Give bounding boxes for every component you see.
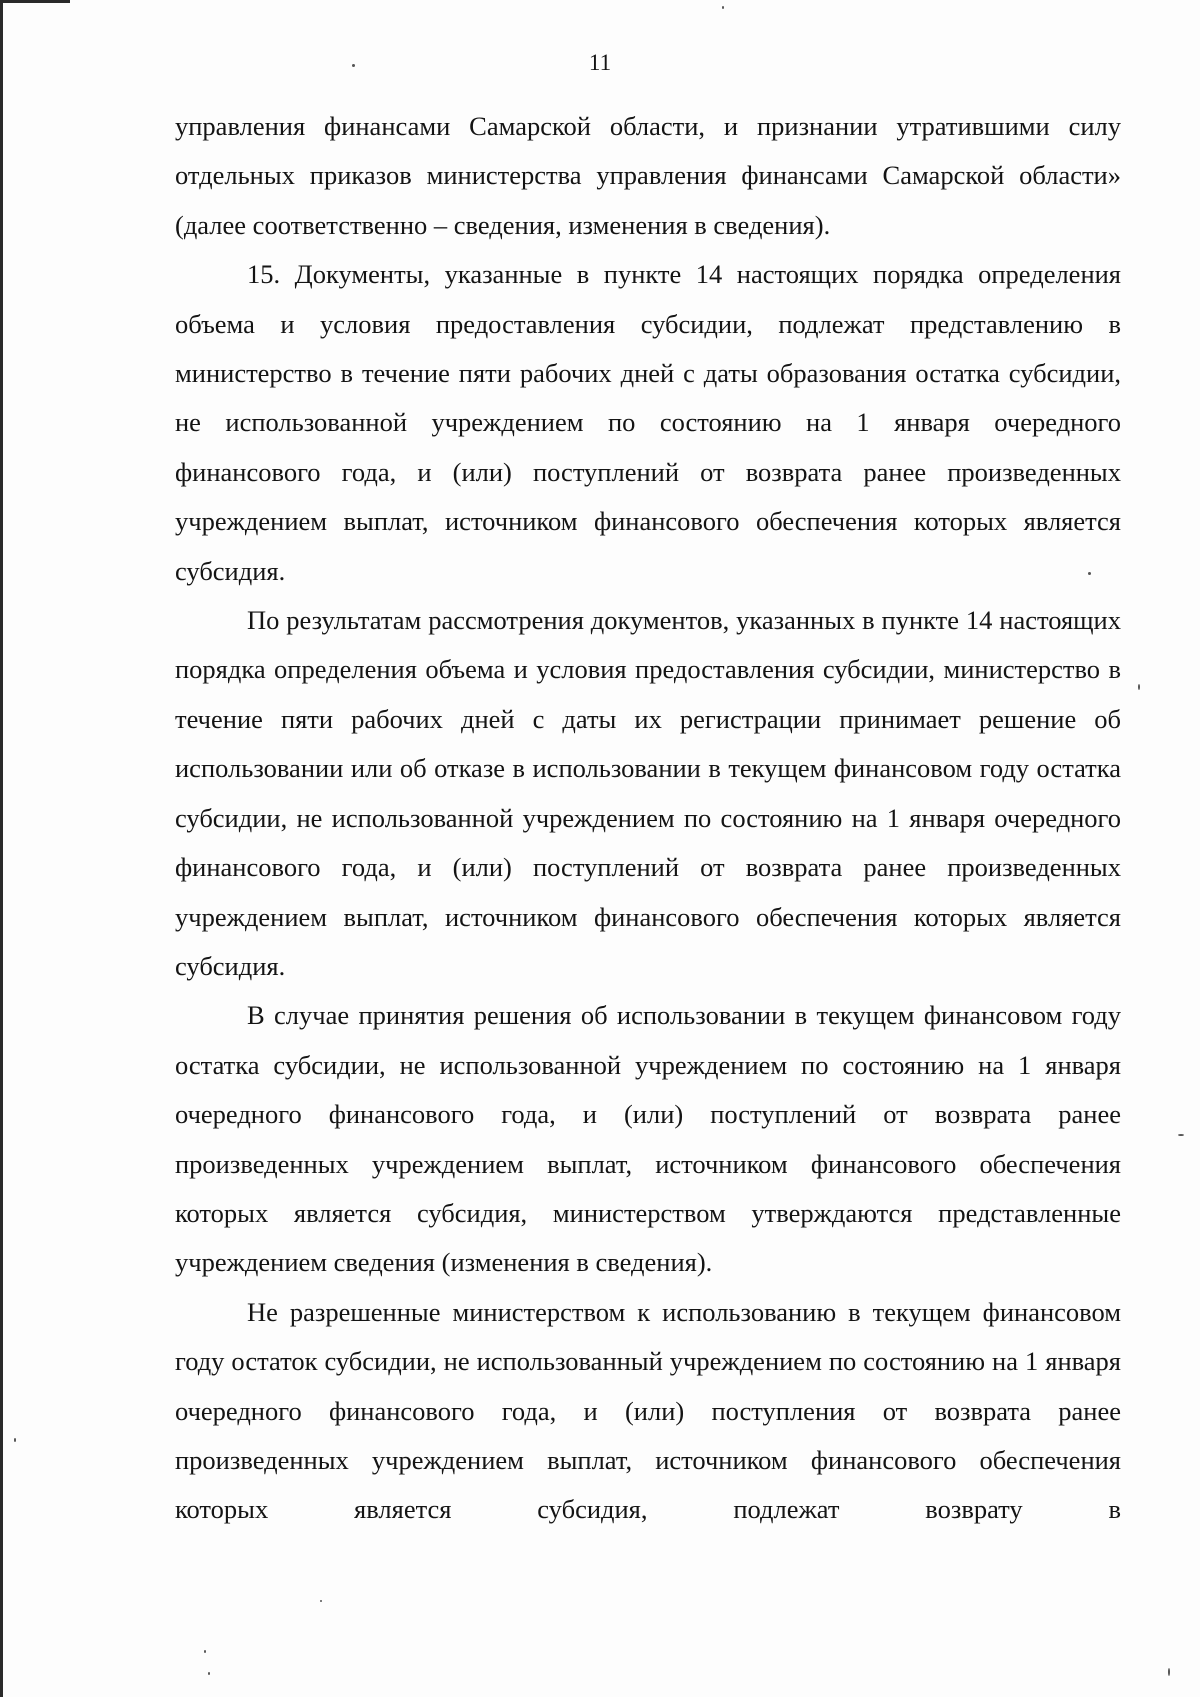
paragraph-not-permitted: Не разрешенные министерством к использованию в текущем финансовом году остаток субсидии, не использованный учреждением по состоянию на 1 января очередного финансового года, и (или) поступления от возврата ранее произведенных учреждением выплат, источником финансового обеспечения которых является субсидия, подлежат возврату в	[175, 1296, 1121, 1525]
scan-speck	[1088, 572, 1091, 575]
scan-speck	[722, 6, 724, 9]
scan-speck	[14, 1438, 16, 1442]
scan-speck	[1168, 1668, 1170, 1676]
page-number: 11	[588, 50, 612, 75]
scan-speck	[204, 1650, 206, 1653]
paragraph-item-15: 15. Документы, указанные в пункте 14 настоящих порядка определения объема и условия предоставления субсидии, подлежат представлению в министерство в течение пяти рабочих дней с даты образования остатка субсидии, не использованной учреждением по состоянию на 1 января очередного финансового года, и (или) поступлений от возврата ранее произведенных учреждением выплат, источником финансового обеспечения которых является субсидия.	[175, 259, 1121, 586]
scan-speck	[208, 1672, 210, 1675]
scan-top-edge	[0, 0, 70, 3]
scan-speck	[320, 1600, 322, 1602]
paragraph-review-results: По результатам рассмотрения документов, указанных в пункте 14 настоящих порядка определения объема и условия предоставления субсидии, министерство в течение пяти рабочих дней с даты их регистрации принимает решение об использовании или об отказе в использовании в текущем финансовом году остатка субсидии, не использованной учреждением по состоянию на 1 января очередного финансового года, и (или) поступлений от возврата ранее произведенных учреждением выплат, источником финансового обеспечения которых является субсидия.	[175, 605, 1121, 981]
document-body	[175, 102, 1121, 1535]
scan-left-edge	[0, 0, 3, 1697]
paragraph-approval-case: В случае принятия решения об использовании в текущем финансовом году остатка субсидии, не использованной учреждением по состоянию на 1 января очередного финансового года, и (или) поступлений от возврата ранее произведенных учреждением выплат, источником финансового обеспечения которых является субсидия, министерством утверждаются представленные учреждением сведения (изменения в сведения).	[175, 1000, 1121, 1278]
paragraph-continued: управления финансами Самарской области, и признании утратившими силу отдельных приказов министерства управления финансами Самарской области» (далее соответственно – сведения, изменения в сведения).	[175, 111, 1121, 240]
scan-speck	[1178, 1134, 1184, 1136]
scan-speck	[352, 64, 355, 67]
scan-speck	[1138, 684, 1140, 690]
